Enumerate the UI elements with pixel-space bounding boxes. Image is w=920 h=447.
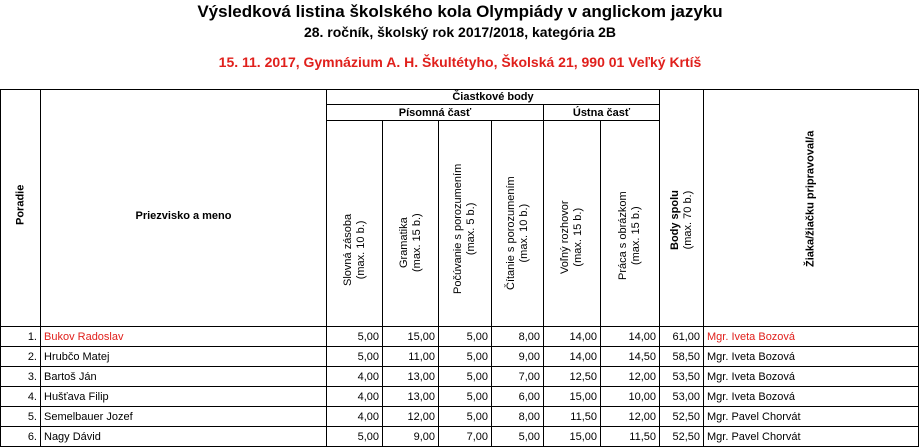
cell-vocab: 4,00 <box>327 387 383 407</box>
cell-rank: 1. <box>1 327 41 347</box>
cell-picture: 14,50 <box>601 347 660 367</box>
cell-talk: 14,00 <box>544 347 601 367</box>
header-oral-part: Ústna časť <box>544 105 660 121</box>
cell-listening: 5,00 <box>439 367 492 387</box>
event-info: 15. 11. 2017, Gymnázium A. H. Škultétyho, Školská 21, 990 01 Veľký Krtíš <box>218 54 702 70</box>
cell-teacher: Mgr. Iveta Bozová <box>704 367 919 387</box>
cell-rank: 5. <box>1 407 41 427</box>
header-reading: Čítanie s porozumením (max. 10 b.) <box>492 121 544 327</box>
cell-picture: 12,00 <box>601 367 660 387</box>
cell-reading: 9,00 <box>492 347 544 367</box>
results-table <box>0 89 919 447</box>
cell-rank: 2. <box>1 347 41 367</box>
cell-reading: 7,00 <box>492 367 544 387</box>
cell-reading: 8,00 <box>492 407 544 427</box>
cell-talk: 15,00 <box>544 427 601 447</box>
cell-total: 58,50 <box>660 347 704 367</box>
cell-name: Hrubčo Matej <box>41 347 327 367</box>
cell-total: 53,00 <box>660 387 704 407</box>
cell-reading: 8,00 <box>492 327 544 347</box>
page-subtitle: 28. ročník, školský rok 2017/2018, kategória 2B <box>303 24 617 40</box>
cell-vocab: 5,00 <box>327 427 383 447</box>
header-name: Priezvisko a meno <box>41 90 327 327</box>
table-row <box>1 427 919 447</box>
header-picture: Práca s obrázkom (max. 15 b.) <box>601 121 660 327</box>
cell-name: Semelbauer Jozef <box>41 407 327 427</box>
header-listening: Počúvanie s porozumením (max. 5 b.) <box>439 121 492 327</box>
cell-rank: 3. <box>1 367 41 387</box>
cell-total: 52,50 <box>660 407 704 427</box>
cell-talk: 14,00 <box>544 327 601 347</box>
cell-total: 53,50 <box>660 367 704 387</box>
cell-vocab: 4,00 <box>327 367 383 387</box>
cell-teacher: Mgr. Iveta Bozová <box>704 327 919 347</box>
cell-teacher: Mgr. Pavel Chorvát <box>704 407 919 427</box>
cell-picture: 12,00 <box>601 407 660 427</box>
cell-listening: 5,00 <box>439 327 492 347</box>
header-grammar: Gramatika (max. 15 b.) <box>383 121 439 327</box>
cell-grammar: 13,00 <box>383 387 439 407</box>
cell-picture: 11,50 <box>601 427 660 447</box>
header-total: Body spolu (max. 70 b.) <box>660 90 704 327</box>
cell-reading: 5,00 <box>492 427 544 447</box>
table-row <box>1 327 919 347</box>
cell-teacher: Mgr. Pavel Chorvát <box>704 427 919 447</box>
cell-vocab: 4,00 <box>327 407 383 427</box>
table-row <box>1 407 919 427</box>
cell-listening: 7,00 <box>439 427 492 447</box>
cell-talk: 11,50 <box>544 407 601 427</box>
cell-name: Hušťava Filip <box>41 387 327 407</box>
cell-rank: 4. <box>1 387 41 407</box>
table-row <box>1 367 919 387</box>
cell-name: Bartoš Ján <box>41 367 327 387</box>
cell-talk: 12,50 <box>544 367 601 387</box>
cell-talk: 15,00 <box>544 387 601 407</box>
cell-listening: 5,00 <box>439 407 492 427</box>
header-teacher: Žiaka/žiačku pripravoval/a <box>704 90 919 327</box>
cell-listening: 5,00 <box>439 387 492 407</box>
cell-teacher: Mgr. Iveta Bozová <box>704 347 919 367</box>
header-talk: Voľný rozhovor (max. 15 b.) <box>544 121 601 327</box>
cell-grammar: 15,00 <box>383 327 439 347</box>
cell-total: 52,50 <box>660 427 704 447</box>
cell-grammar: 12,00 <box>383 407 439 427</box>
cell-grammar: 13,00 <box>383 367 439 387</box>
header-partial-points: Čiastkové body <box>327 90 660 105</box>
table-row <box>1 347 919 367</box>
header-written-part: Písomná časť <box>327 105 544 121</box>
cell-grammar: 9,00 <box>383 427 439 447</box>
table-row <box>1 387 919 407</box>
cell-reading: 6,00 <box>492 387 544 407</box>
cell-picture: 14,00 <box>601 327 660 347</box>
header-vocab: Slovná zásoba (max. 10 b.) <box>327 121 383 327</box>
cell-vocab: 5,00 <box>327 347 383 367</box>
cell-listening: 5,00 <box>439 347 492 367</box>
cell-vocab: 5,00 <box>327 327 383 347</box>
header-rank: Poradie <box>1 90 41 327</box>
cell-picture: 10,00 <box>601 387 660 407</box>
cell-grammar: 11,00 <box>383 347 439 367</box>
cell-teacher: Mgr. Iveta Bozová <box>704 387 919 407</box>
cell-rank: 6. <box>1 427 41 447</box>
cell-name: Nagy Dávid <box>41 427 327 447</box>
cell-total: 61,00 <box>660 327 704 347</box>
page-title: Výsledková listina školského kola Olympiády v anglickom jazyku <box>197 2 723 21</box>
cell-name: Bukov Radoslav <box>41 327 327 347</box>
